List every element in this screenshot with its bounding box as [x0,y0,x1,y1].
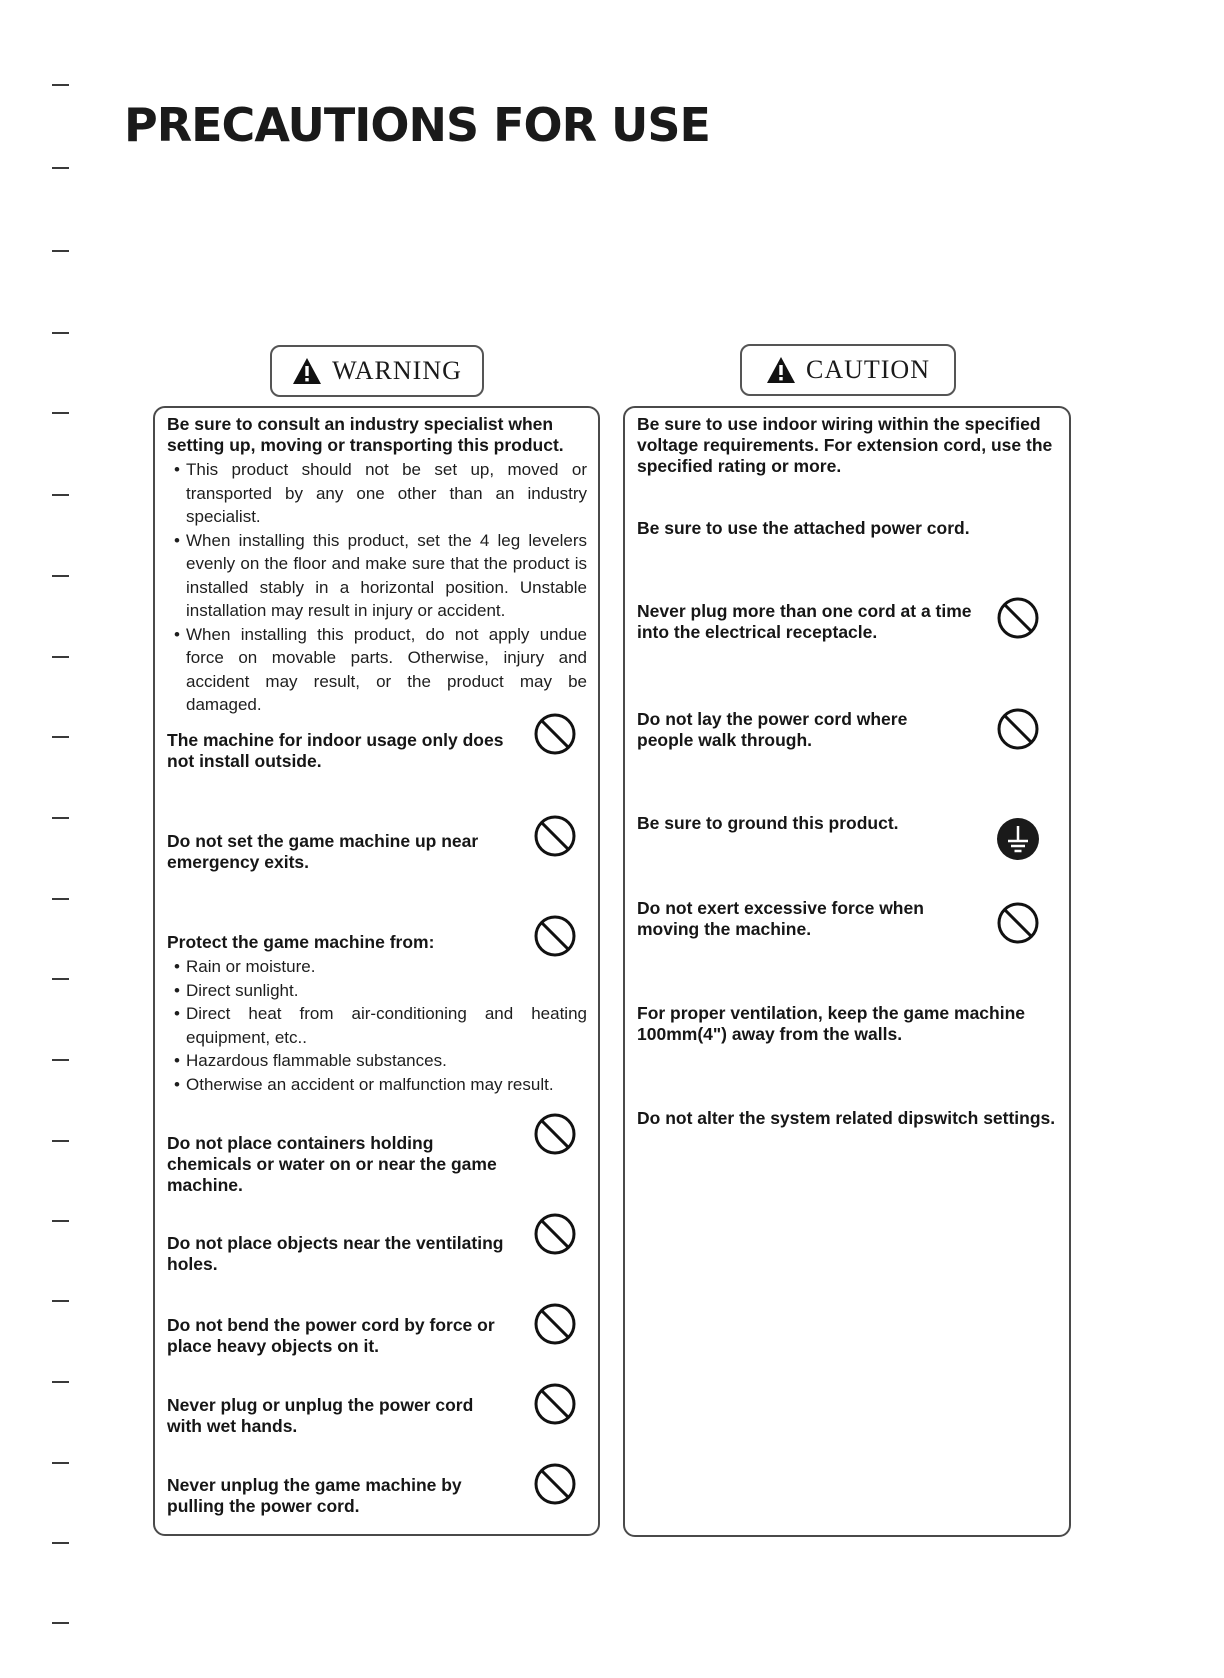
binder-tick [52,1300,69,1302]
prohibition-icon [533,1302,577,1346]
ground-icon [996,817,1040,861]
prohibition-icon [996,707,1040,751]
binder-tick [52,656,69,658]
caution-item: Be sure to use the attached power cord. [637,518,970,538]
warning-item: The machine for indoor usage only does not install outside. [167,730,504,771]
binder-tick [52,84,69,86]
warning-label [270,345,484,397]
caution-item: Do not exert excessive force when moving the machine. [637,898,924,939]
binder-tick [52,1140,69,1142]
binder-tick [52,332,69,334]
caution-item: Never plug more than one cord at a time into the electrical receptacle. [637,601,972,642]
prohibition-icon [533,914,577,958]
prohibition-icon [533,1462,577,1506]
warning-item: Do not place containers holding chemicals or water on or near the game machine. [167,1133,497,1195]
prohibition-icon [996,901,1040,945]
warning-bullet-list [167,458,587,717]
warning-item [167,932,587,1096]
binder-tick [52,898,69,900]
caution-item: Do not alter the system related dipswitch settings. [637,1108,1056,1128]
warning-bullet: • Rain or moisture. [167,955,587,979]
warning-bullet: • Direct heat from air-conditioning and heating equipment, etc.. [167,1002,587,1049]
binder-tick [52,1462,69,1464]
warning-panel [153,406,600,1536]
caution-item: Do not lay the power cord where people walk through. [637,709,908,750]
binder-tick [52,1059,69,1061]
warning-item: Do not bend the power cord by force or place heavy objects on it. [167,1315,495,1356]
warning-bullet: • Otherwise an accident or malfunction may result. [167,1073,587,1097]
binder-tick [52,575,69,577]
warning-bullet: • Hazardous flammable substances. [167,1049,587,1073]
warning-item: Do not place objects near the ventilating holes. [167,1233,504,1274]
warning-bullet: • When installing this product, do not apply undue force on movable parts. Otherwise, injury and accident may result, or the product may be damaged. [167,623,587,717]
warning-heading: Be sure to consult an industry specialist when setting up, moving or transporting this product. [167,414,564,455]
prohibition-icon [533,712,577,756]
page-title: PRECAUTIONS FOR USE [124,98,710,152]
binder-tick [52,1622,69,1624]
prohibition-icon [533,814,577,858]
binder-tick [52,1381,69,1383]
binder-tick [52,412,69,414]
caution-item: Be sure to use indoor wiring within the specified voltage requirements. For extension cord, use the specified rating or more. [637,414,1053,476]
binder-tick [52,494,69,496]
binder-tick [52,1220,69,1222]
warning-label-text: WARNING [332,356,462,385]
caution-label-text: CAUTION [806,355,930,384]
binder-tick [52,167,69,169]
prohibition-icon [533,1382,577,1426]
caution-triangle-icon [766,356,796,384]
warning-heading: Protect the game machine from: [167,932,435,952]
binder-tick [52,250,69,252]
warning-item: Never unplug the game machine by pulling the power cord. [167,1475,462,1516]
caution-panel [623,406,1071,1537]
caution-item: For proper ventilation, keep the game machine 100mm(4") away from the walls. [637,1003,1026,1044]
caution-label [740,344,956,396]
warning-bullet: • When installing this product, set the 4 leg levelers evenly on the floor and make sure that the product is installed stably in a horizontal position. Unstable installation may result in injury or accident. [167,529,587,623]
prohibition-icon [996,596,1040,640]
prohibition-icon [533,1112,577,1156]
warning-triangle-icon [292,357,322,385]
warning-bullet: • This product should not be set up, moved or transported by any one other than an industry specialist. [167,458,587,529]
prohibition-icon [533,1212,577,1256]
binder-tick [52,978,69,980]
caution-item: Be sure to ground this product. [637,813,899,833]
warning-bullet-list [167,955,587,1096]
binder-tick [52,817,69,819]
warning-item [167,414,587,717]
warning-bullet: • Direct sunlight. [167,979,587,1003]
binder-tick [52,1542,69,1544]
warning-item: Do not set the game machine up near emergency exits. [167,831,479,872]
warning-item: Never plug or unplug the power cord with wet hands. [167,1395,474,1436]
binder-tick [52,736,69,738]
